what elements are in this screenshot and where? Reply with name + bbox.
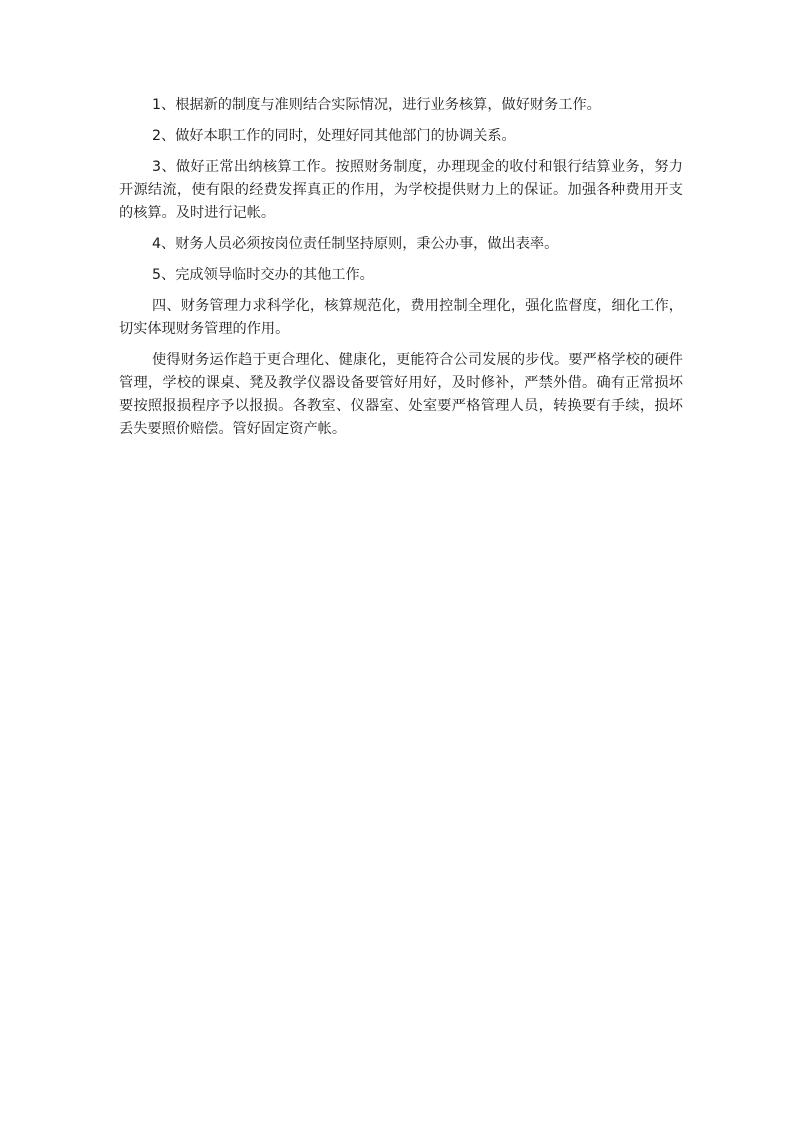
paragraph-section-four: 四、财务管理力求科学化，核算规范化，费用控制全理化，强化监督度，细化工作，切实体现财务管理的作用。 — [119, 298, 683, 337]
document-body — [119, 94, 683, 449]
paragraph-item-3: 3、做好正常出纳核算工作。按照财务制度，办理现金的收付和银行结算业务，努力开源结流，使有限的经费发挥真正的作用，为学校提供财力上的保证。加强各种费用开支的核算。及时进行记帐。 — [119, 159, 683, 221]
paragraph-item-5: 5、完成领导临时交办的其他工作。 — [152, 267, 374, 283]
paragraph-item-1: 1、根据新的制度与准则结合实际情况，进行业务核算，做好财务工作。 — [152, 97, 601, 113]
paragraph-asset-management: 使得财务运作趋于更合理化、健康化，更能符合公司发展的步伐。要严格学校的硬件管理，学校的课桌、凳及教学仪器设备要管好用好，及时修补，严禁外借。确有正常损坏要按照报损程序予以报损。各教室、仪器室、处室要严格管理人员，转换要有手续，损坏丢失要照价赔偿。管好固定资产帐。 — [119, 352, 683, 437]
paragraph-item-2: 2、做好本职工作的同时，处理好同其他部门的协调关系。 — [152, 128, 516, 144]
paragraph-item-4: 4、财务人员必须按岗位责任制坚持原则，秉公办事，做出表率。 — [152, 236, 559, 252]
